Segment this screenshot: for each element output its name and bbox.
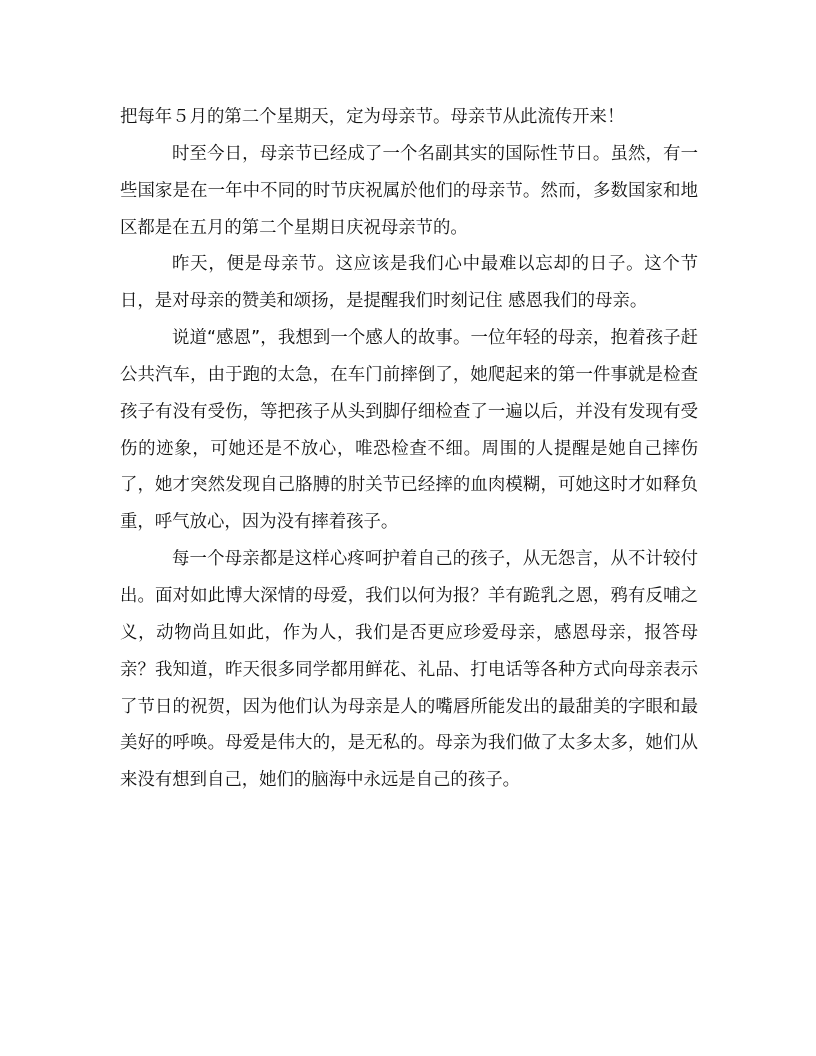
body-text bbox=[120, 99, 698, 799]
paragraph-international-holiday: 时至今日，母亲节已经成了一个名副其实的国际性节日。虽然，有一些国家是在一年中不同的时节庆祝属於他们的母亲节。然而，多数国家和地区都是在五月的第二个星期日庆祝母亲节的。 bbox=[120, 143, 698, 238]
paragraph-mothers-love: 每一个母亲都是这样心疼呵护着自己的孩子，从无怨言，从不计较付出。面对如此博大深情的母爱，我们以何为报？羊有跪乳之恩，鸦有反哺之义，动物尚且如此，作为人，我们是否更应珍爱母亲，感恩母亲，报答母亲？我知道，昨天很多同学都用鲜花、礼品、打电话等各种方式向母亲表示了节日的祝贺，因为他们认为母亲是人的嘴唇所能发出的最甜美的字眼和最美好的呼唤。母爱是伟大的，是无私的。母亲为我们做了太多太多，她们从来没有想到自己，她们的脑海中永远是自己的孩子。 bbox=[120, 549, 698, 791]
paragraph-continuation: 把每年５月的第二个星期天，定为母亲节。母亲节从此流传开来！ bbox=[120, 107, 625, 127]
paragraph-gratitude-story: 说道“感恩”，我想到一个感人的故事。一位年轻的母亲，抱着孩子赶公共汽车，由于跑的太急，在车门前摔倒了，她爬起来的第一件事就是检查孩子有没有受伤，等把孩子从头到脚仔细检查了一遍以后，并没有发现有受伤的迹象，可她还是不放心，唯恐检查不细。周围的人提醒是她自己摔伤了，她才突然发现自己胳膊的肘关节已经摔的血肉模糊，可她这时才如释负重，呼气放心，因为没有摔着孩子。 bbox=[120, 328, 698, 533]
paragraph-yesterday-mothers-day: 昨天，便是母亲节。这应该是我们心中最难以忘却的日子。这个节日，是对母亲的赞美和颂扬，是提醒我们时刻记住 感恩我们的母亲。 bbox=[120, 254, 698, 312]
